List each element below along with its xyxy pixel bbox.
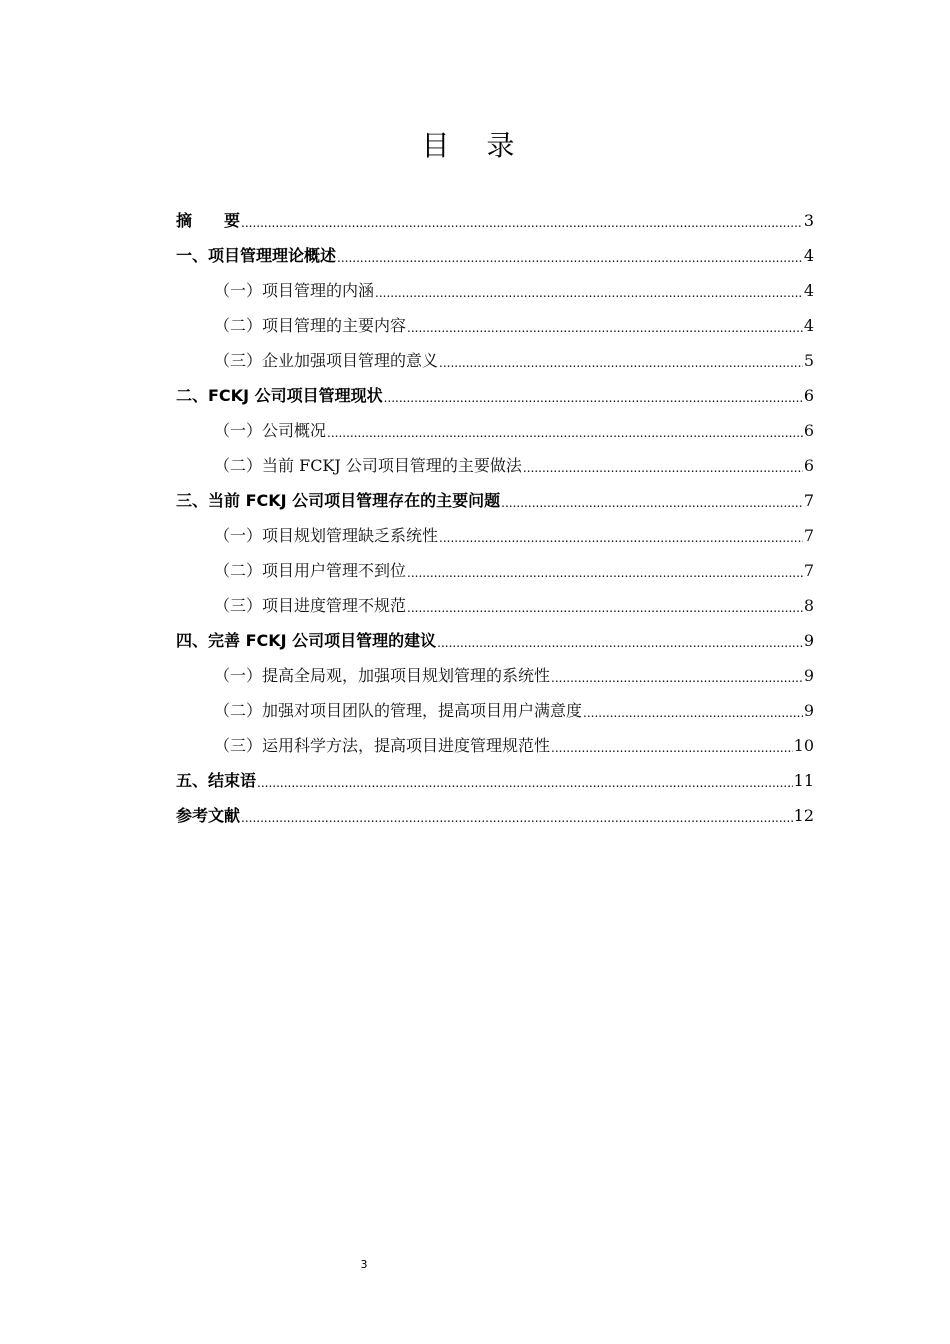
toc-entry-page: 12 xyxy=(793,806,814,825)
toc-entry-label: （一）公司概况 xyxy=(214,421,327,440)
toc-entry-label: （二）项目用户管理不到位 xyxy=(214,561,407,580)
toc-entry-chapter-3[interactable] xyxy=(176,476,814,511)
toc-entry-label: 参考文献 xyxy=(176,806,241,825)
page-title: 目 录 xyxy=(421,129,529,162)
dot-leader xyxy=(501,495,803,511)
toc-entry-page: 7 xyxy=(803,491,814,510)
table-of-contents xyxy=(176,196,814,826)
toc-entry-page: 6 xyxy=(803,456,814,475)
dot-leader xyxy=(407,320,803,336)
toc-entry-section-3-3[interactable] xyxy=(176,581,814,616)
toc-entry-section-2-2[interactable] xyxy=(176,441,814,476)
toc-entry-page: 11 xyxy=(793,771,814,790)
toc-entry-label: （一）项目管理的内涵 xyxy=(214,281,375,300)
toc-entry-label: （二）当前 FCKJ 公司项目管理的主要做法 xyxy=(214,456,522,475)
toc-entry-chapter-2[interactable] xyxy=(176,371,814,406)
dot-leader xyxy=(439,530,803,546)
toc-entry-section-4-2[interactable] xyxy=(176,686,814,721)
toc-entry-section-1-3[interactable] xyxy=(176,336,814,371)
dot-leader xyxy=(439,355,803,371)
toc-entry-page: 5 xyxy=(803,351,814,370)
toc-entry-page: 6 xyxy=(803,421,814,440)
toc-entry-section-1-1[interactable] xyxy=(176,266,814,301)
dot-leader xyxy=(437,635,803,651)
toc-entry-label: 摘 要 xyxy=(176,211,241,230)
toc-entry-references[interactable] xyxy=(176,791,814,826)
toc-entry-section-4-3[interactable] xyxy=(176,721,814,756)
dot-leader xyxy=(241,810,793,826)
toc-entry-label: 一、项目管理理论概述 xyxy=(176,246,337,265)
toc-entry-section-4-1[interactable] xyxy=(176,651,814,686)
toc-entry-label: （三）项目进度管理不规范 xyxy=(214,596,407,615)
dot-leader xyxy=(551,670,803,686)
toc-entry-chapter-4[interactable] xyxy=(176,616,814,651)
dot-leader xyxy=(583,705,803,721)
toc-entry-page: 6 xyxy=(803,386,814,405)
toc-entry-section-2-1[interactable] xyxy=(176,406,814,441)
toc-entry-chapter-1[interactable] xyxy=(176,231,814,266)
dot-leader xyxy=(384,390,803,406)
toc-entry-section-3-2[interactable] xyxy=(176,546,814,581)
dot-leader xyxy=(407,600,803,616)
toc-entry-page: 9 xyxy=(803,666,814,685)
toc-entry-label: （一）项目规划管理缺乏系统性 xyxy=(214,526,439,545)
toc-entry-section-1-2[interactable] xyxy=(176,301,814,336)
dot-leader xyxy=(407,565,803,581)
toc-entry-page: 9 xyxy=(803,701,814,720)
page-number-footer: 3 xyxy=(360,1258,368,1271)
toc-entry-page: 8 xyxy=(803,596,814,615)
toc-entry-page: 4 xyxy=(803,281,814,300)
toc-entry-page: 4 xyxy=(803,316,814,335)
toc-entry-page: 4 xyxy=(803,246,814,265)
toc-entry-label: （一）提高全局观，加强项目规划管理的系统性 xyxy=(214,666,551,685)
toc-entry-page: 7 xyxy=(803,526,814,545)
toc-entry-chapter-5[interactable] xyxy=(176,756,814,791)
toc-entry-label: 五、结束语 xyxy=(176,771,257,790)
dot-leader xyxy=(257,775,793,791)
dot-leader xyxy=(375,285,803,301)
toc-entry-section-3-1[interactable] xyxy=(176,511,814,546)
toc-entry-page: 3 xyxy=(803,211,814,230)
toc-entry-label: 三、当前 FCKJ 公司项目管理存在的主要问题 xyxy=(176,491,501,510)
dot-leader xyxy=(241,215,803,231)
toc-entry-label: （三）运用科学方法，提高项目进度管理规范性 xyxy=(214,736,551,755)
toc-entry-page: 7 xyxy=(803,561,814,580)
dot-leader xyxy=(523,460,803,476)
toc-entry-label: （三）企业加强项目管理的意义 xyxy=(214,351,439,370)
dot-leader xyxy=(327,425,803,441)
toc-entry-label: （二）加强对项目团队的管理，提高项目用户满意度 xyxy=(214,701,583,720)
toc-entry-label: （二）项目管理的主要内容 xyxy=(214,316,407,335)
toc-entry-abstract[interactable] xyxy=(176,196,814,231)
toc-entry-label: 二、FCKJ 公司项目管理现状 xyxy=(176,386,383,405)
toc-entry-page: 9 xyxy=(803,631,814,650)
dot-leader xyxy=(337,250,803,266)
dot-leader xyxy=(551,740,793,756)
toc-entry-label: 四、完善 FCKJ 公司项目管理的建议 xyxy=(176,631,437,650)
toc-entry-page: 10 xyxy=(793,736,814,755)
